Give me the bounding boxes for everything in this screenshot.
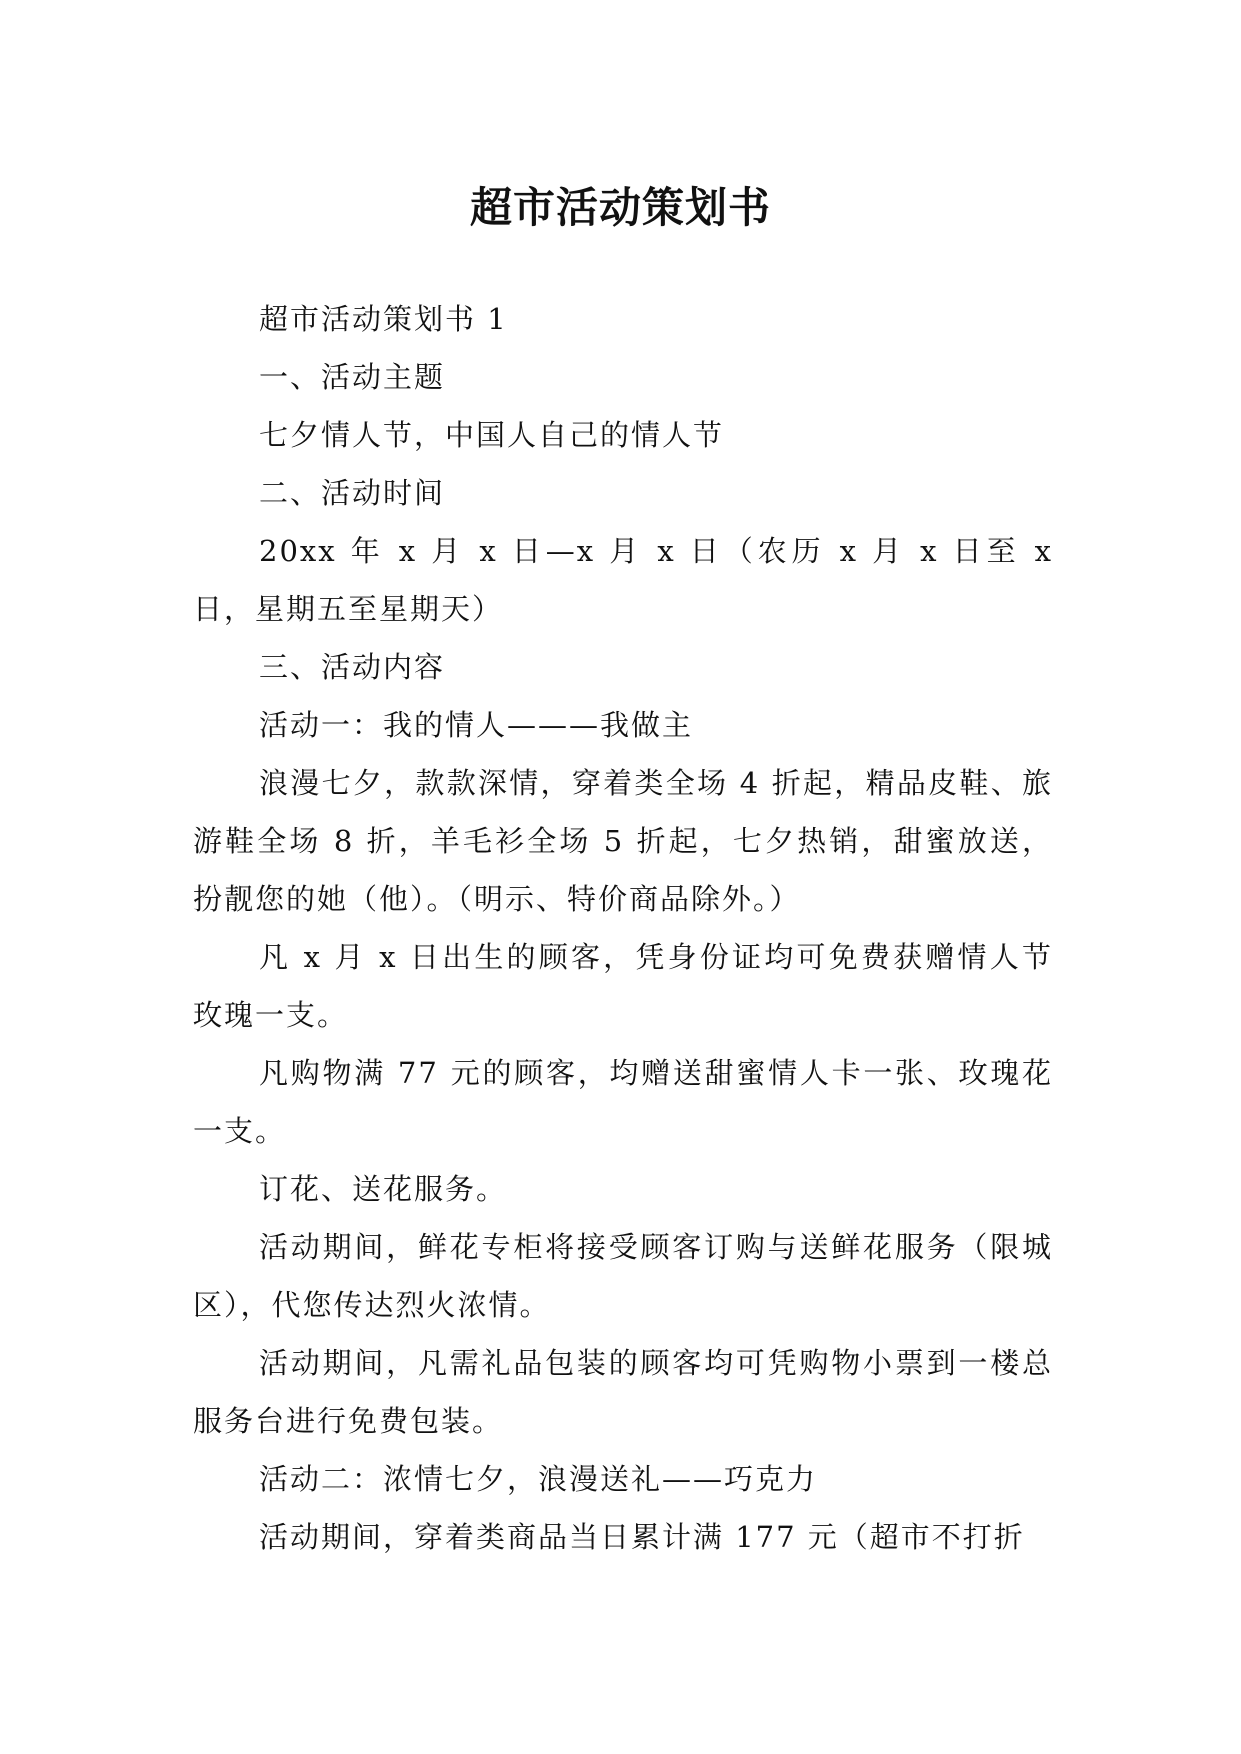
activity-one-heading: 活动一：我的情人———我做主 — [259, 708, 694, 742]
document-title: 超市活动策划书 — [469, 183, 771, 233]
section-heading-time: 二、活动时间 — [259, 476, 446, 510]
activity-two-heading: 活动二：浓情七夕，浪漫送礼——巧克力 — [259, 1462, 818, 1496]
paragraph-activity-two: 活动期间，穿着类商品当日累计满 177 元（超市不打折 — [259, 1520, 1025, 1554]
section-heading-content: 三、活动内容 — [259, 650, 446, 684]
document-body — [193, 290, 1053, 1566]
paragraph-birthday-rose: 凡 x 月 x 日出生的顾客，凭身份证均可免费获赠情人节玫瑰一支。 — [193, 940, 1053, 1032]
paragraph-flower-service: 订花、送花服务。 — [259, 1172, 508, 1206]
section-heading-theme: 一、活动主题 — [259, 360, 446, 394]
paragraph-purchase-gift: 凡购物满 77 元的顾客，均赠送甜蜜情人卡一张、玫瑰花一支。 — [193, 1056, 1053, 1148]
paragraph-theme: 七夕情人节，中国人自己的情人节 — [259, 418, 725, 452]
paragraph-time: 20xx 年 x 月 x 日—x 月 x 日（农历 x 月 x 日至 x 日，星期五至星期天） — [193, 534, 1053, 626]
paragraph-discounts: 浪漫七夕，款款深情，穿着类全场 4 折起，精品皮鞋、旅游鞋全场 8 折，羊毛衫全场 5 折起，七夕热销，甜蜜放送，扮靓您的她（他）。（明示、特价商品除外。） — [193, 766, 1053, 916]
section-heading-plan-1: 超市活动策划书 1 — [259, 302, 508, 336]
paragraph-flower-delivery: 活动期间，鲜花专柜将接受顾客订购与送鲜花服务（限城区），代您传达烈火浓情。 — [193, 1230, 1053, 1322]
paragraph-gift-wrapping: 活动期间，凡需礼品包装的顾客均可凭购物小票到一楼总服务台进行免费包装。 — [193, 1346, 1053, 1438]
